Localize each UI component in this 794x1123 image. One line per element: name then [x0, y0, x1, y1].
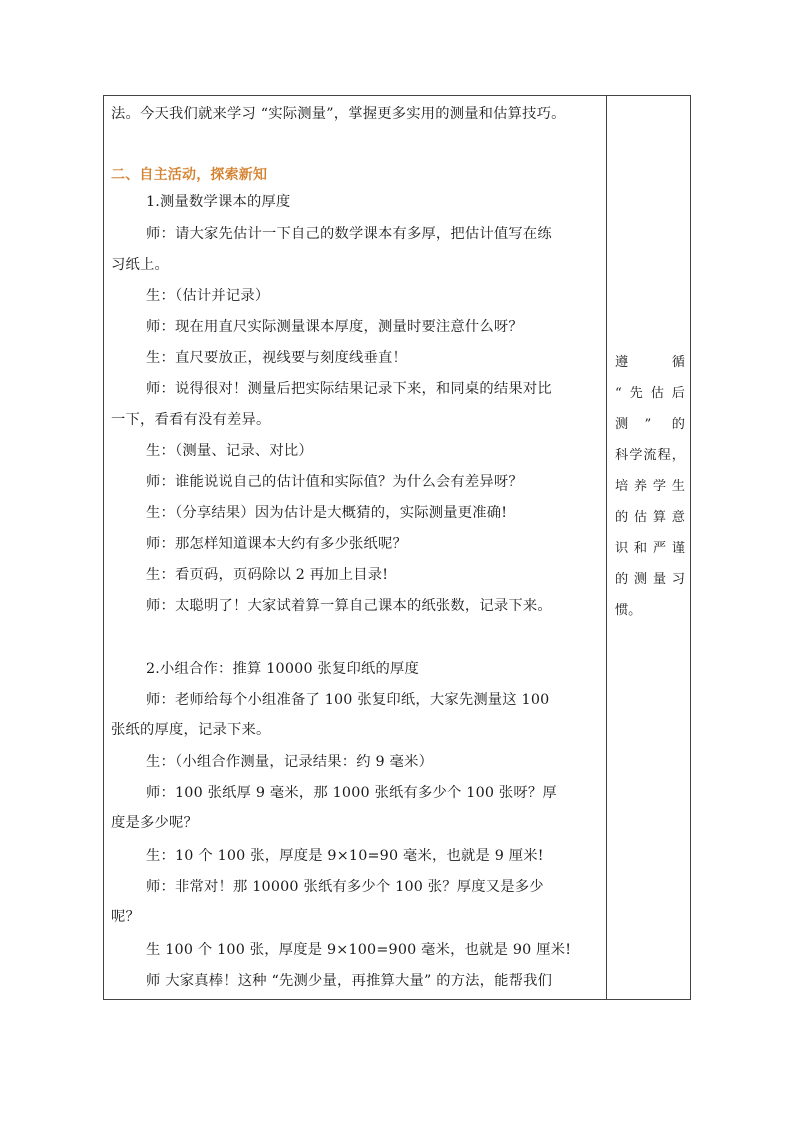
text-line: 法。今天我们就来学习 “实际测量”，掌握更多实用的测量和估算技巧。 — [111, 106, 566, 122]
side-note-line: 的测量习 — [615, 572, 685, 587]
dialogue-line: 生：（测量、记录、对比） — [146, 443, 313, 459]
dialogue-line: 师：100 张纸厚 9 毫米，那 1000 张纸有多少个 100 张呀？厚 — [146, 785, 557, 801]
dialogue-line: 师：说得很对！测量后把实际结果记录下来，和同桌的结果对比 — [146, 381, 552, 397]
dialogue-line: 师：太聪明了！大家试着算一算自己课本的纸张数，记录下来。 — [146, 598, 552, 614]
dialogue-line: 生：直尺要放正，视线要与刻度线垂直！ — [146, 350, 407, 366]
dialogue-line: 师：老师给每个小组准备了 100 张复印纸，大家先测量这 100 — [146, 692, 550, 708]
subsection-title: 1.测量数学课本的厚度 — [146, 194, 291, 210]
side-note-line: 科学流程， — [615, 448, 685, 463]
design-intent-column — [607, 96, 690, 999]
dialogue-line: 师：那怎样知道课本大约有多少张纸呢？ — [146, 536, 407, 552]
side-note-line: 的估算意 — [615, 510, 685, 525]
side-note-line: 识和严谨 — [615, 541, 685, 556]
side-note-line: 遵 循 — [615, 355, 685, 370]
dialogue-line: 度是多少呢？ — [111, 815, 198, 831]
dialogue-line: 一下，看看有没有差异。 — [111, 412, 271, 428]
dialogue-line: 师：非常对！那 10000 张纸有多少个 100 张？厚度又是多少 — [146, 879, 544, 895]
side-note-line: 测” 的 — [615, 417, 685, 432]
side-note-line: 培养学生 — [615, 479, 685, 494]
subsection-title: 2.小组合作：推算 10000 张复印纸的厚度 — [146, 661, 419, 677]
dialogue-line: 师：现在用直尺实际测量课本厚度，测量时要注意什么呀？ — [146, 319, 523, 335]
dialogue-line: 生：（估计并记录） — [146, 288, 270, 304]
dialogue-line: 生：10 个 100 张，厚度是 9×10=90 毫米，也就是 9 厘米! — [146, 848, 544, 864]
dialogue-line: 张纸的厚度，记录下来。 — [111, 722, 271, 738]
lesson-content-column — [104, 96, 607, 999]
dialogue-line: 师：请大家先估计一下自己的数学课本有多厚，把估计值写在练 — [146, 226, 552, 242]
dialogue-line: 生：（小组合作测量，记录结果：约 9 毫米） — [146, 754, 434, 770]
dialogue-line: 生：看页码，页码除以 2 再加上目录! — [146, 567, 389, 583]
lesson-table — [103, 95, 691, 1000]
side-note-line: “先估后 — [615, 386, 685, 401]
dialogue-line: 师 大家真棒！这种 “先测少量，再推算大量” 的方法，能帮我们 — [146, 973, 553, 989]
dialogue-line: 习纸上。 — [111, 257, 169, 273]
section-heading: 二、自主活动，探索新知 — [111, 167, 268, 183]
dialogue-line: 师：谁能说说自己的估计值和实际值？为什么会有差异呀？ — [146, 474, 523, 490]
dialogue-line: 呢？ — [111, 909, 140, 925]
dialogue-line: 生：（分享结果）因为估计是大概猜的，实际测量更准确! — [146, 505, 508, 521]
side-note-line: 惯。 — [615, 603, 642, 618]
dialogue-line: 生 100 个 100 张，厚度是 9×100=900 毫米，也就是 90 厘米! — [146, 942, 572, 958]
